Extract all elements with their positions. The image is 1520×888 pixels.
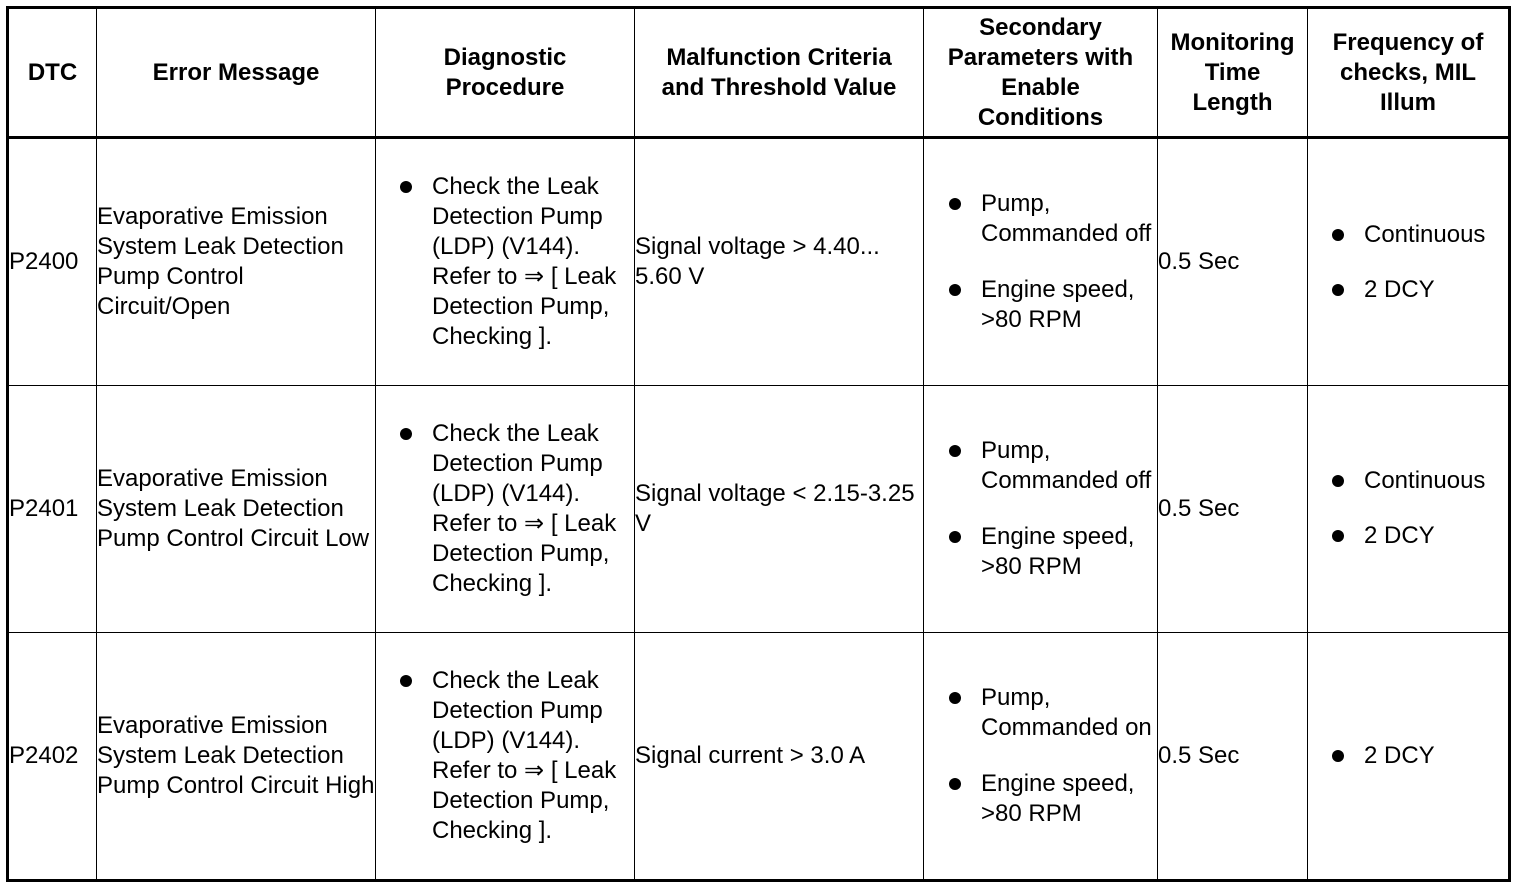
secondary-item: [924, 522, 1157, 582]
secondary-text: Pump, Commanded off: [981, 190, 1152, 248]
diagnostic-procedure: [376, 386, 635, 633]
header-frequency-text: Frequency of checks, MIL Illum: [1332, 28, 1484, 116]
bullet-icon: [1332, 229, 1344, 241]
diagnostic-procedure: [376, 138, 635, 386]
bullet-icon: [949, 445, 961, 457]
secondary-text: Pump, Commanded off: [981, 436, 1152, 494]
dtc-code: P2400: [8, 138, 97, 386]
header-malfunction-criteria: [635, 8, 924, 138]
header-error-message-text: Error Message: [152, 58, 320, 86]
header-diagnostic-procedure: [376, 8, 635, 138]
frequency-item: [1308, 521, 1508, 551]
header-error-message: [97, 8, 376, 138]
secondary-text: Pump, Commanded on: [981, 683, 1152, 741]
threshold-value: Signal voltage < 2.15-3.25 V: [635, 386, 924, 633]
bullet-icon: [1332, 750, 1344, 762]
frequency-item: [1308, 466, 1508, 496]
secondary-item: [924, 769, 1157, 829]
header-dtc-text: DTC: [27, 58, 78, 86]
header-diagnostic-procedure-text: Diagnostic Procedure: [443, 43, 567, 101]
procedure-text: Check the Leak Detection Pump (LDP) (V144). Refer to ⇒ [ Leak Detection Pump, Checking ].: [432, 419, 617, 597]
frequency: [1308, 632, 1510, 880]
dtc-table: [6, 6, 1511, 882]
bullet-icon: [949, 531, 961, 543]
secondary-item: [924, 436, 1157, 496]
monitoring-time: 0.5 Sec: [1158, 386, 1308, 633]
procedure-item: [376, 666, 634, 846]
header-dtc: [8, 8, 97, 138]
frequency-text: 2 DCY: [1364, 741, 1435, 769]
dtc-code: P2402: [8, 632, 97, 880]
secondary-text: Engine speed, >80 RPM: [981, 522, 1135, 580]
secondary-item: [924, 683, 1157, 743]
frequency-text: 2 DCY: [1364, 522, 1435, 550]
frequency-text: Continuous: [1364, 220, 1486, 248]
bullet-icon: [949, 778, 961, 790]
frequency-text: 2 DCY: [1364, 275, 1435, 303]
frequency: [1308, 138, 1510, 386]
bullet-icon: [1332, 475, 1344, 487]
frequency-item: [1308, 741, 1508, 771]
monitoring-time: 0.5 Sec: [1158, 138, 1308, 386]
threshold-value: Signal current > 3.0 A: [635, 632, 924, 880]
header-malfunction-criteria-text: Malfunction Criteria and Threshold Value: [661, 43, 897, 101]
table-row: [8, 386, 1510, 633]
threshold-value: Signal voltage > 4.40... 5.60 V: [635, 138, 924, 386]
frequency-item: [1308, 275, 1508, 305]
bullet-icon: [400, 181, 412, 193]
secondary-item: [924, 275, 1157, 335]
secondary-parameters: [924, 632, 1158, 880]
secondary-parameters: [924, 386, 1158, 633]
error-message: Evaporative Emission System Leak Detection Pump Control Circuit Low: [97, 386, 376, 633]
bullet-icon: [949, 284, 961, 296]
procedure-item: [376, 419, 634, 599]
monitoring-time: 0.5 Sec: [1158, 632, 1308, 880]
table-row: [8, 138, 1510, 386]
header-monitoring-time-text: Monitoring Time Length: [1170, 28, 1295, 116]
header-secondary-parameters: [924, 8, 1158, 138]
header-secondary-parameters-text: Secondary Parameters with Enable Conditions: [947, 13, 1134, 131]
procedure-item: [376, 172, 634, 352]
bullet-icon: [400, 428, 412, 440]
frequency: [1308, 386, 1510, 633]
bullet-icon: [949, 692, 961, 704]
header-row: [8, 8, 1510, 138]
bullet-icon: [400, 675, 412, 687]
bullet-icon: [1332, 530, 1344, 542]
dtc-code: P2401: [8, 386, 97, 633]
header-frequency: [1308, 8, 1510, 138]
frequency-text: Continuous: [1364, 467, 1486, 495]
secondary-parameters: [924, 138, 1158, 386]
bullet-icon: [1332, 284, 1344, 296]
header-monitoring-time: [1158, 8, 1308, 138]
secondary-item: [924, 189, 1157, 249]
error-message: Evaporative Emission System Leak Detection Pump Control Circuit/Open: [97, 138, 376, 386]
procedure-text: Check the Leak Detection Pump (LDP) (V144). Refer to ⇒ [ Leak Detection Pump, Checking ].: [432, 173, 617, 351]
secondary-text: Engine speed, >80 RPM: [981, 769, 1135, 827]
diagnostic-procedure: [376, 632, 635, 880]
table-row: [8, 632, 1510, 880]
bullet-icon: [949, 198, 961, 210]
frequency-item: [1308, 220, 1508, 250]
secondary-text: Engine speed, >80 RPM: [981, 276, 1135, 334]
error-message: Evaporative Emission System Leak Detection Pump Control Circuit High: [97, 632, 376, 880]
procedure-text: Check the Leak Detection Pump (LDP) (V144). Refer to ⇒ [ Leak Detection Pump, Checking ].: [432, 666, 617, 844]
